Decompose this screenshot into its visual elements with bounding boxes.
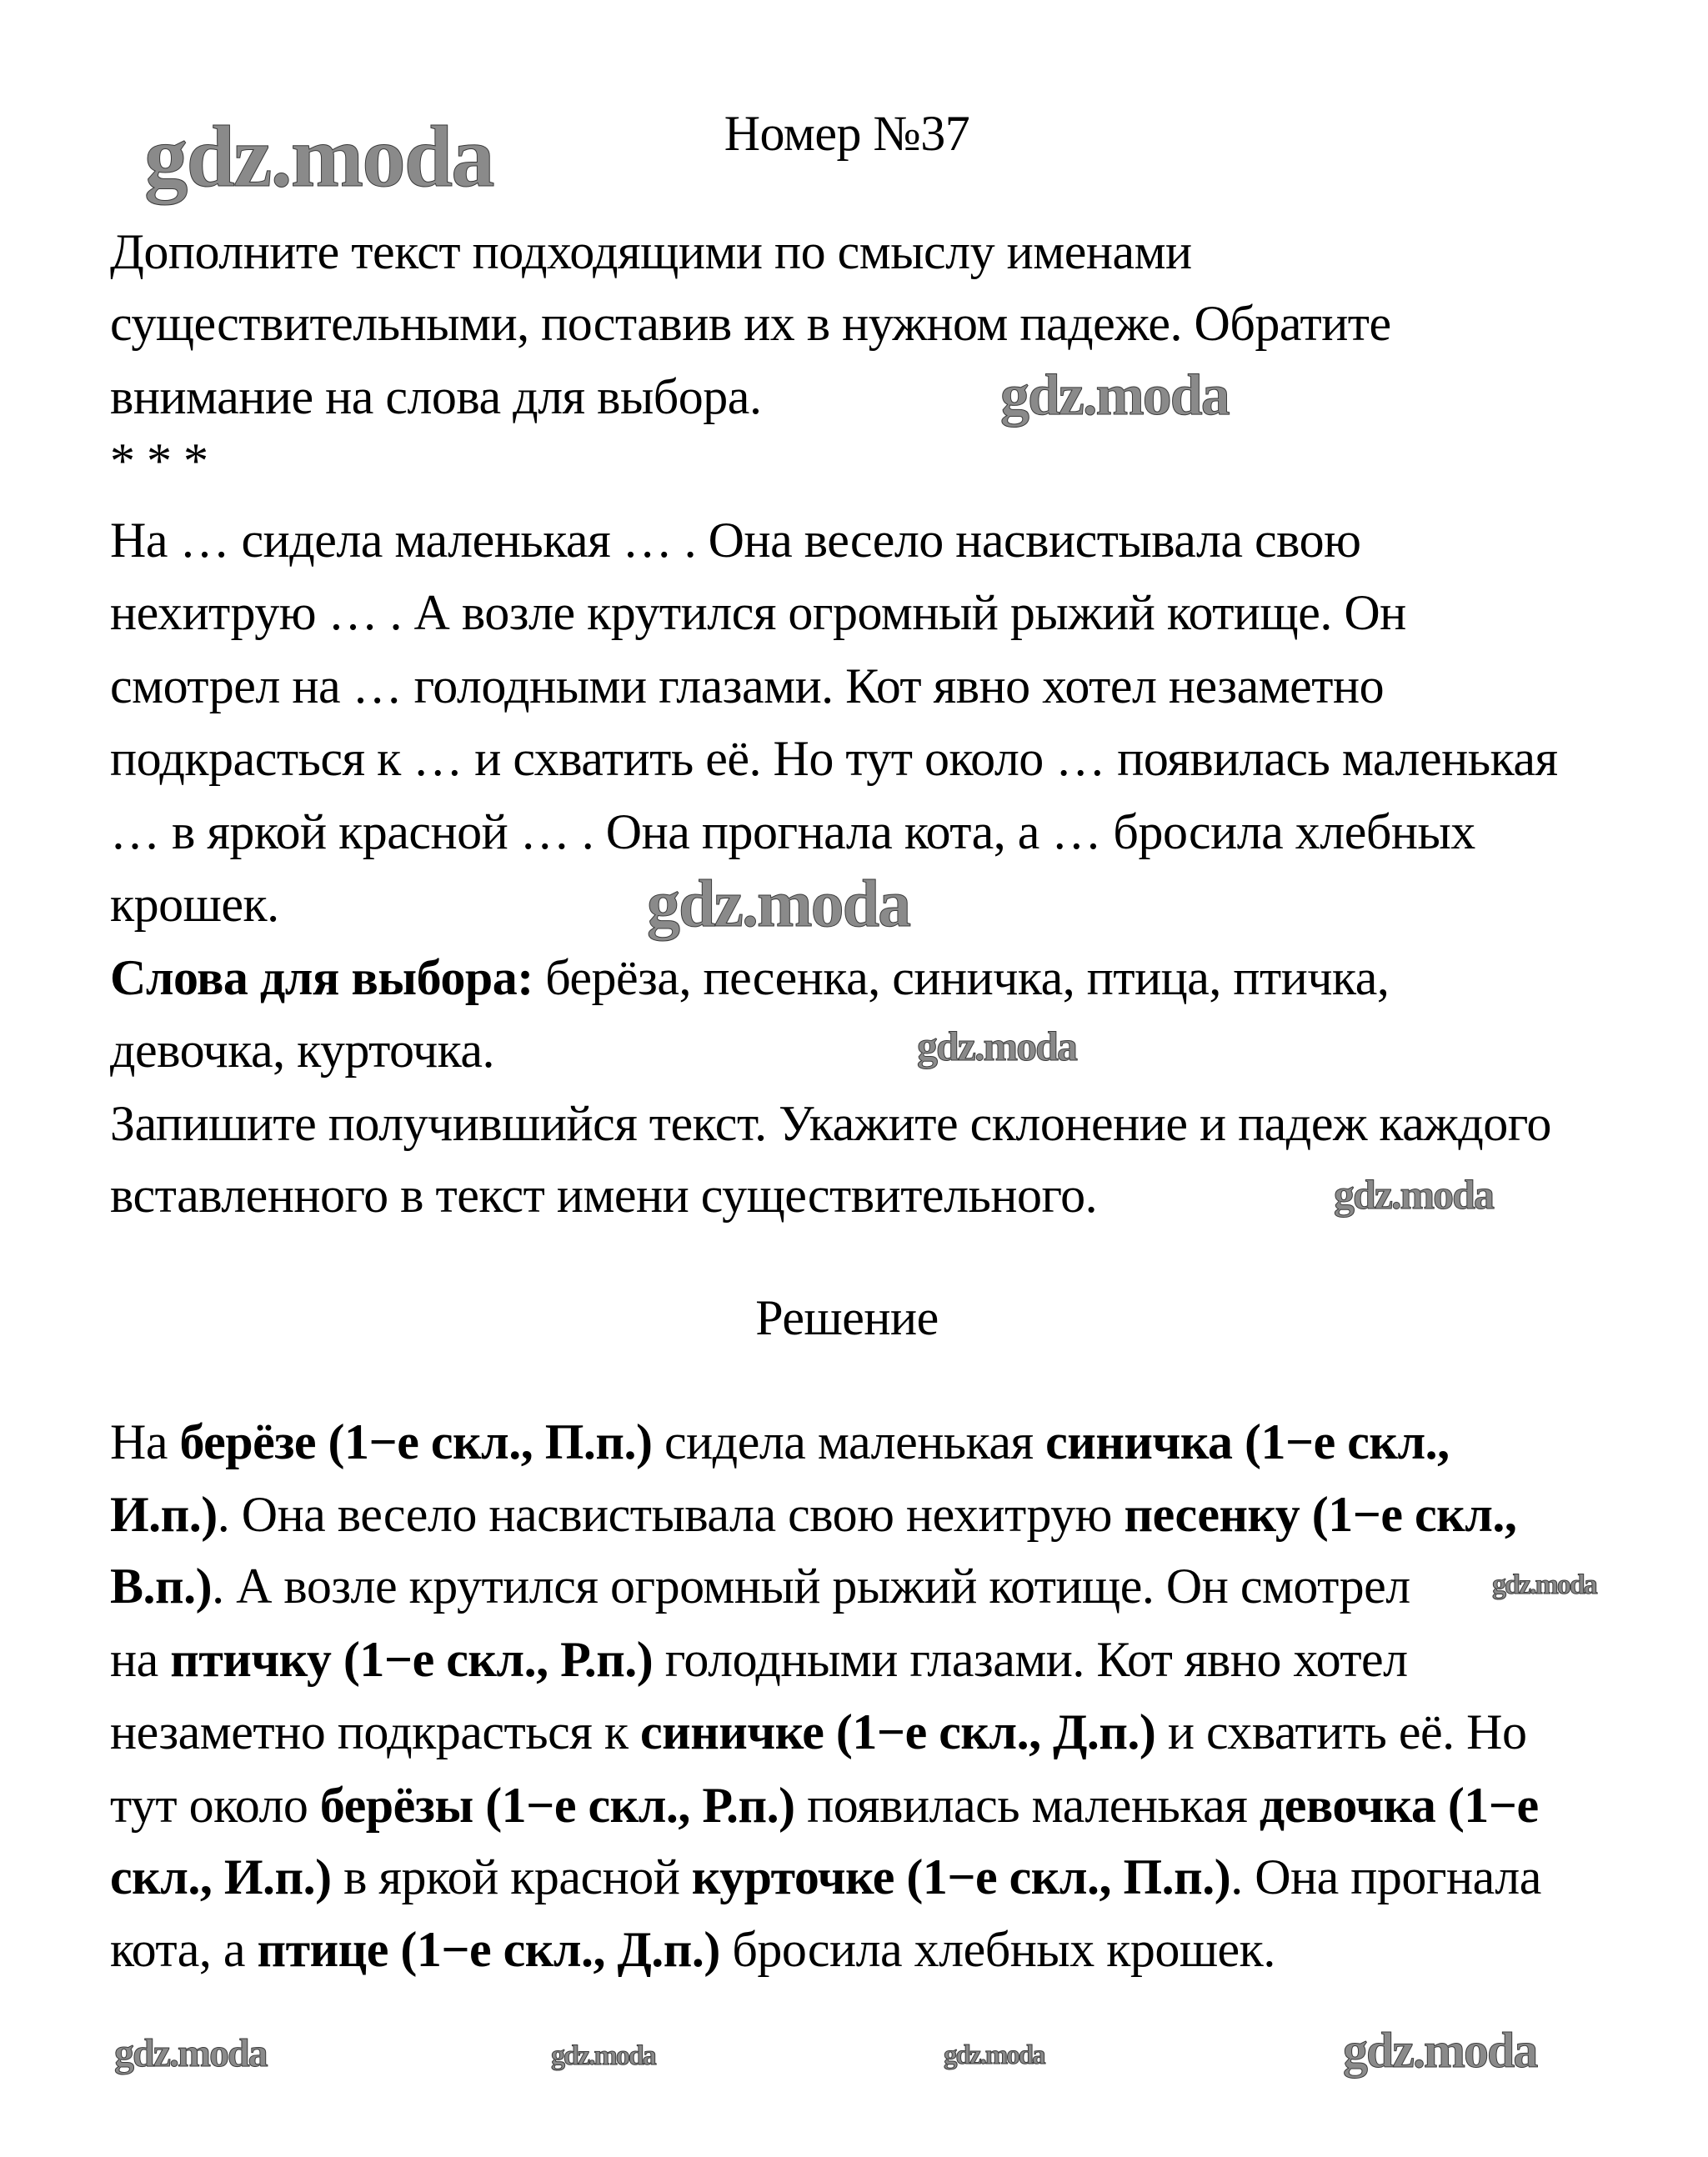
task-line bbox=[110, 650, 1384, 723]
bold-text: девочка (1−е bbox=[1259, 1778, 1539, 1833]
text-segment: крошек. bbox=[110, 877, 279, 932]
text-segment: смотрел на … голодными глазами. Кот явно хотел незаметно bbox=[110, 658, 1385, 713]
watermark: gdz.moda bbox=[1334, 1171, 1493, 1218]
task-line bbox=[110, 288, 1391, 360]
bold-text: берёзе (1−е скл., П.п.) bbox=[179, 1414, 653, 1469]
solution-line bbox=[110, 1841, 1541, 1914]
bold-text: Слова для выбора: bbox=[110, 950, 533, 1005]
text-segment: На bbox=[110, 1414, 180, 1469]
watermark: gdz.moda bbox=[1343, 2023, 1537, 2078]
bold-text: птице (1−е скл., Д.п.) bbox=[257, 1922, 720, 1977]
text-segment: в яркой красной bbox=[331, 1849, 692, 1904]
solution-line bbox=[110, 1769, 1539, 1842]
text-segment: берёза, песенка, синичка, птица, птичка, bbox=[533, 950, 1390, 1005]
bold-text: берёзы (1−е скл., Р.п.) bbox=[319, 1778, 795, 1833]
text-segment: подкрасться к … и схватить её. Но тут около … появилась маленькая bbox=[110, 731, 1558, 786]
bold-text: синичке (1−е скл., Д.п.) bbox=[640, 1704, 1156, 1759]
task-line bbox=[110, 1088, 1551, 1160]
text-segment: сидела маленькая bbox=[652, 1414, 1046, 1469]
text-segment: * * * bbox=[110, 433, 208, 488]
watermark: gdz.moda bbox=[917, 1023, 1076, 1069]
bold-text: птичку (1−е скл., Р.п.) bbox=[170, 1632, 654, 1687]
task-line bbox=[110, 425, 208, 498]
solution-line bbox=[110, 1914, 1275, 1986]
text-segment: . А возле крутился огромный рыжий котище. Он смотрел bbox=[212, 1559, 1410, 1614]
text-segment: . Она прогнала bbox=[1230, 1849, 1541, 1904]
watermark: gdz.moda bbox=[114, 2031, 267, 2075]
text-segment: появилась маленькая bbox=[794, 1778, 1260, 1833]
text-segment: Запишите получившийся текст. Укажите склонение и падеж каждого bbox=[110, 1096, 1551, 1151]
solution-line bbox=[110, 1624, 1408, 1696]
text-segment: девочка, курточка. bbox=[110, 1023, 495, 1078]
text-segment: На … сидела маленькая … . Она весело насвистывала свою bbox=[110, 513, 1361, 568]
text-segment: и схватить её. Но bbox=[1155, 1704, 1527, 1759]
text-segment: незаметно подкрасться к bbox=[110, 1704, 641, 1759]
task-line bbox=[110, 577, 1406, 649]
solution-line bbox=[110, 1696, 1527, 1769]
text-segment: голодными глазами. Кот явно хотел bbox=[653, 1632, 1408, 1687]
text-segment: нехитрую … . А возле крутился огромный рыжий котище. Он bbox=[110, 585, 1406, 640]
watermark: gdz.moda bbox=[944, 2040, 1044, 2070]
bold-text: И.п.) bbox=[110, 1487, 218, 1542]
solution-heading: Решение bbox=[755, 1290, 939, 1345]
bold-text: синичка (1−е скл., bbox=[1045, 1414, 1450, 1469]
task-line bbox=[110, 942, 1389, 1014]
bold-text: курточке (1−е скл., П.п.) bbox=[691, 1849, 1231, 1904]
task-line bbox=[110, 796, 1475, 868]
text-segment: Дополните текст подходящими по смыслу именами bbox=[110, 224, 1192, 279]
task-line bbox=[110, 723, 1558, 795]
bold-text: скл., И.п.) bbox=[110, 1849, 332, 1904]
watermark: gdz.moda bbox=[1000, 363, 1229, 428]
watermark: gdz.moda bbox=[647, 868, 910, 941]
text-segment: внимание на слова для выбора. bbox=[110, 369, 762, 424]
text-segment: вставленного в текст имени существительного. bbox=[110, 1168, 1098, 1223]
text-segment: бросила хлебных крошек. bbox=[719, 1922, 1275, 1977]
text-segment: . Она весело насвистывала свою нехитрую bbox=[217, 1487, 1124, 1542]
text-segment: кота, а bbox=[110, 1922, 258, 1977]
text-segment: тут около bbox=[110, 1778, 320, 1833]
bold-text: песенку (1−е скл., bbox=[1124, 1487, 1517, 1542]
watermark: gdz.moda bbox=[1492, 1569, 1596, 1600]
text-segment: … в яркой красной … . Она прогнала кота, а … бросила хлебных bbox=[110, 804, 1475, 859]
task-line bbox=[110, 1159, 1097, 1232]
solution-line bbox=[110, 1406, 1450, 1479]
watermark: gdz.moda bbox=[551, 2040, 655, 2071]
bold-text: В.п.) bbox=[110, 1559, 213, 1614]
page-title: Номер №37 bbox=[724, 106, 970, 161]
task-line bbox=[110, 216, 1192, 288]
text-segment: на bbox=[110, 1632, 171, 1687]
task-line bbox=[110, 868, 279, 941]
solution-line bbox=[110, 1550, 1410, 1623]
task-line bbox=[110, 361, 761, 433]
task-line bbox=[110, 1014, 494, 1087]
text-segment: существительными, поставив их в нужном падеже. Обратите bbox=[110, 296, 1391, 351]
watermark: gdz.moda bbox=[144, 108, 493, 205]
solution-line bbox=[110, 1479, 1516, 1551]
task-line bbox=[110, 504, 1360, 577]
